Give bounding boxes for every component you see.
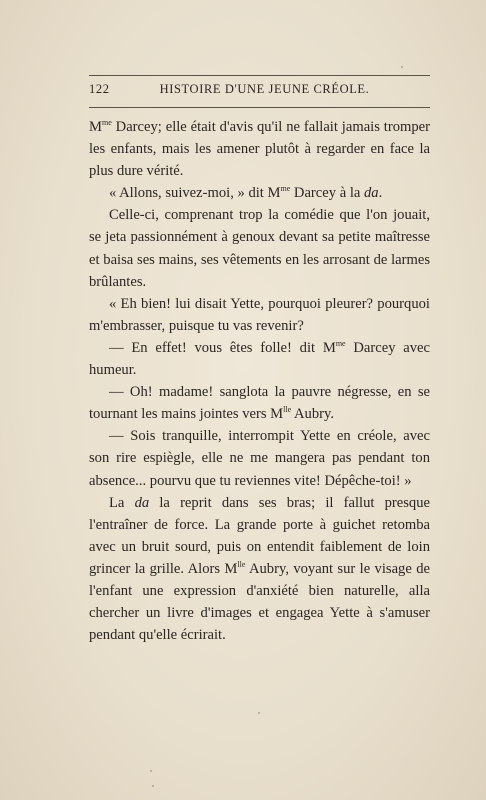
superscript-abbrev: lle bbox=[283, 405, 292, 415]
text-run: « Allons, suivez-moi, » dit M bbox=[109, 185, 281, 202]
running-title: HISTOIRE D'UNE JEUNE CRÉOLE. bbox=[159, 82, 370, 96]
text-run: M bbox=[89, 119, 102, 135]
page-number: 122 bbox=[89, 82, 110, 96]
text-run: Celle-ci, comprenant trop la comédie que l'on jouait, se jeta passionnément à genoux devant sa petite maîtresse et baisa ses mains, ses vêtements en les arrosant de larmes brûlantes. bbox=[89, 207, 430, 290]
text-run: Darcey avec humeur. bbox=[89, 339, 431, 379]
running-header bbox=[89, 82, 430, 102]
text-run: La bbox=[109, 494, 135, 511]
text-run: . bbox=[378, 185, 383, 202]
paragraph bbox=[89, 204, 430, 292]
text-run: — En effet! vous êtes folle! dit M bbox=[109, 339, 336, 356]
text-run: la reprit dans ses bras; il fallut presque l'entraîner de force. La grande porte à guichet retomba avec un bruit sourd, puis on entendit faiblement de loin grincer la grille. Alors M bbox=[89, 494, 430, 577]
text-run: « Eh bien! lui disait Yette, pourquoi pleurer? pourquoi m'embrasser, puisque tu vas revenir? bbox=[89, 295, 430, 334]
paragraph bbox=[89, 381, 430, 425]
text-run: Aubry, voyant sur le visage de l'enfant une expression d'anxiété bien naturelle, alla chercher un livre d'images et engagea Yette à s'amuser pendant qu'elle écrirait. bbox=[89, 560, 430, 644]
body-text bbox=[89, 116, 430, 646]
paragraph bbox=[89, 293, 430, 337]
text-run: Darcey; elle était d'avis qu'il ne fallait jamais tromper les enfants, mais les amener plutôt à regarder en face la plus dure vérité. bbox=[89, 119, 430, 180]
header-rule-top bbox=[89, 75, 430, 76]
paragraph bbox=[89, 116, 430, 182]
paper-speck bbox=[152, 785, 154, 787]
text-run: — Oh! madame! sanglota la pauvre négresse, en se tournant les mains jointes vers M bbox=[89, 384, 430, 423]
paragraph bbox=[89, 492, 430, 647]
paper-speck bbox=[401, 66, 403, 68]
header-rule-bottom bbox=[89, 107, 430, 108]
italic-word: da bbox=[364, 185, 379, 202]
paragraph bbox=[89, 337, 430, 381]
text-run: Aubry. bbox=[291, 406, 334, 423]
italic-word: da bbox=[134, 494, 150, 511]
superscript-abbrev: me bbox=[280, 184, 291, 194]
superscript-abbrev: lle bbox=[237, 559, 246, 569]
paper-speck bbox=[150, 770, 152, 772]
text-run: — Sois tranquille, interrompit Yette en créole, avec son rire espiègle, elle ne me mangera pas pendant ton absence... pourvu que tu reviennes vite! Dépêche-toi! » bbox=[89, 428, 430, 489]
paragraph bbox=[89, 425, 430, 491]
paragraph bbox=[89, 182, 430, 204]
paper-speck bbox=[258, 712, 260, 714]
superscript-abbrev: me bbox=[335, 338, 346, 348]
text-run: Darcey à la bbox=[290, 185, 364, 202]
superscript-abbrev: me bbox=[101, 118, 112, 127]
